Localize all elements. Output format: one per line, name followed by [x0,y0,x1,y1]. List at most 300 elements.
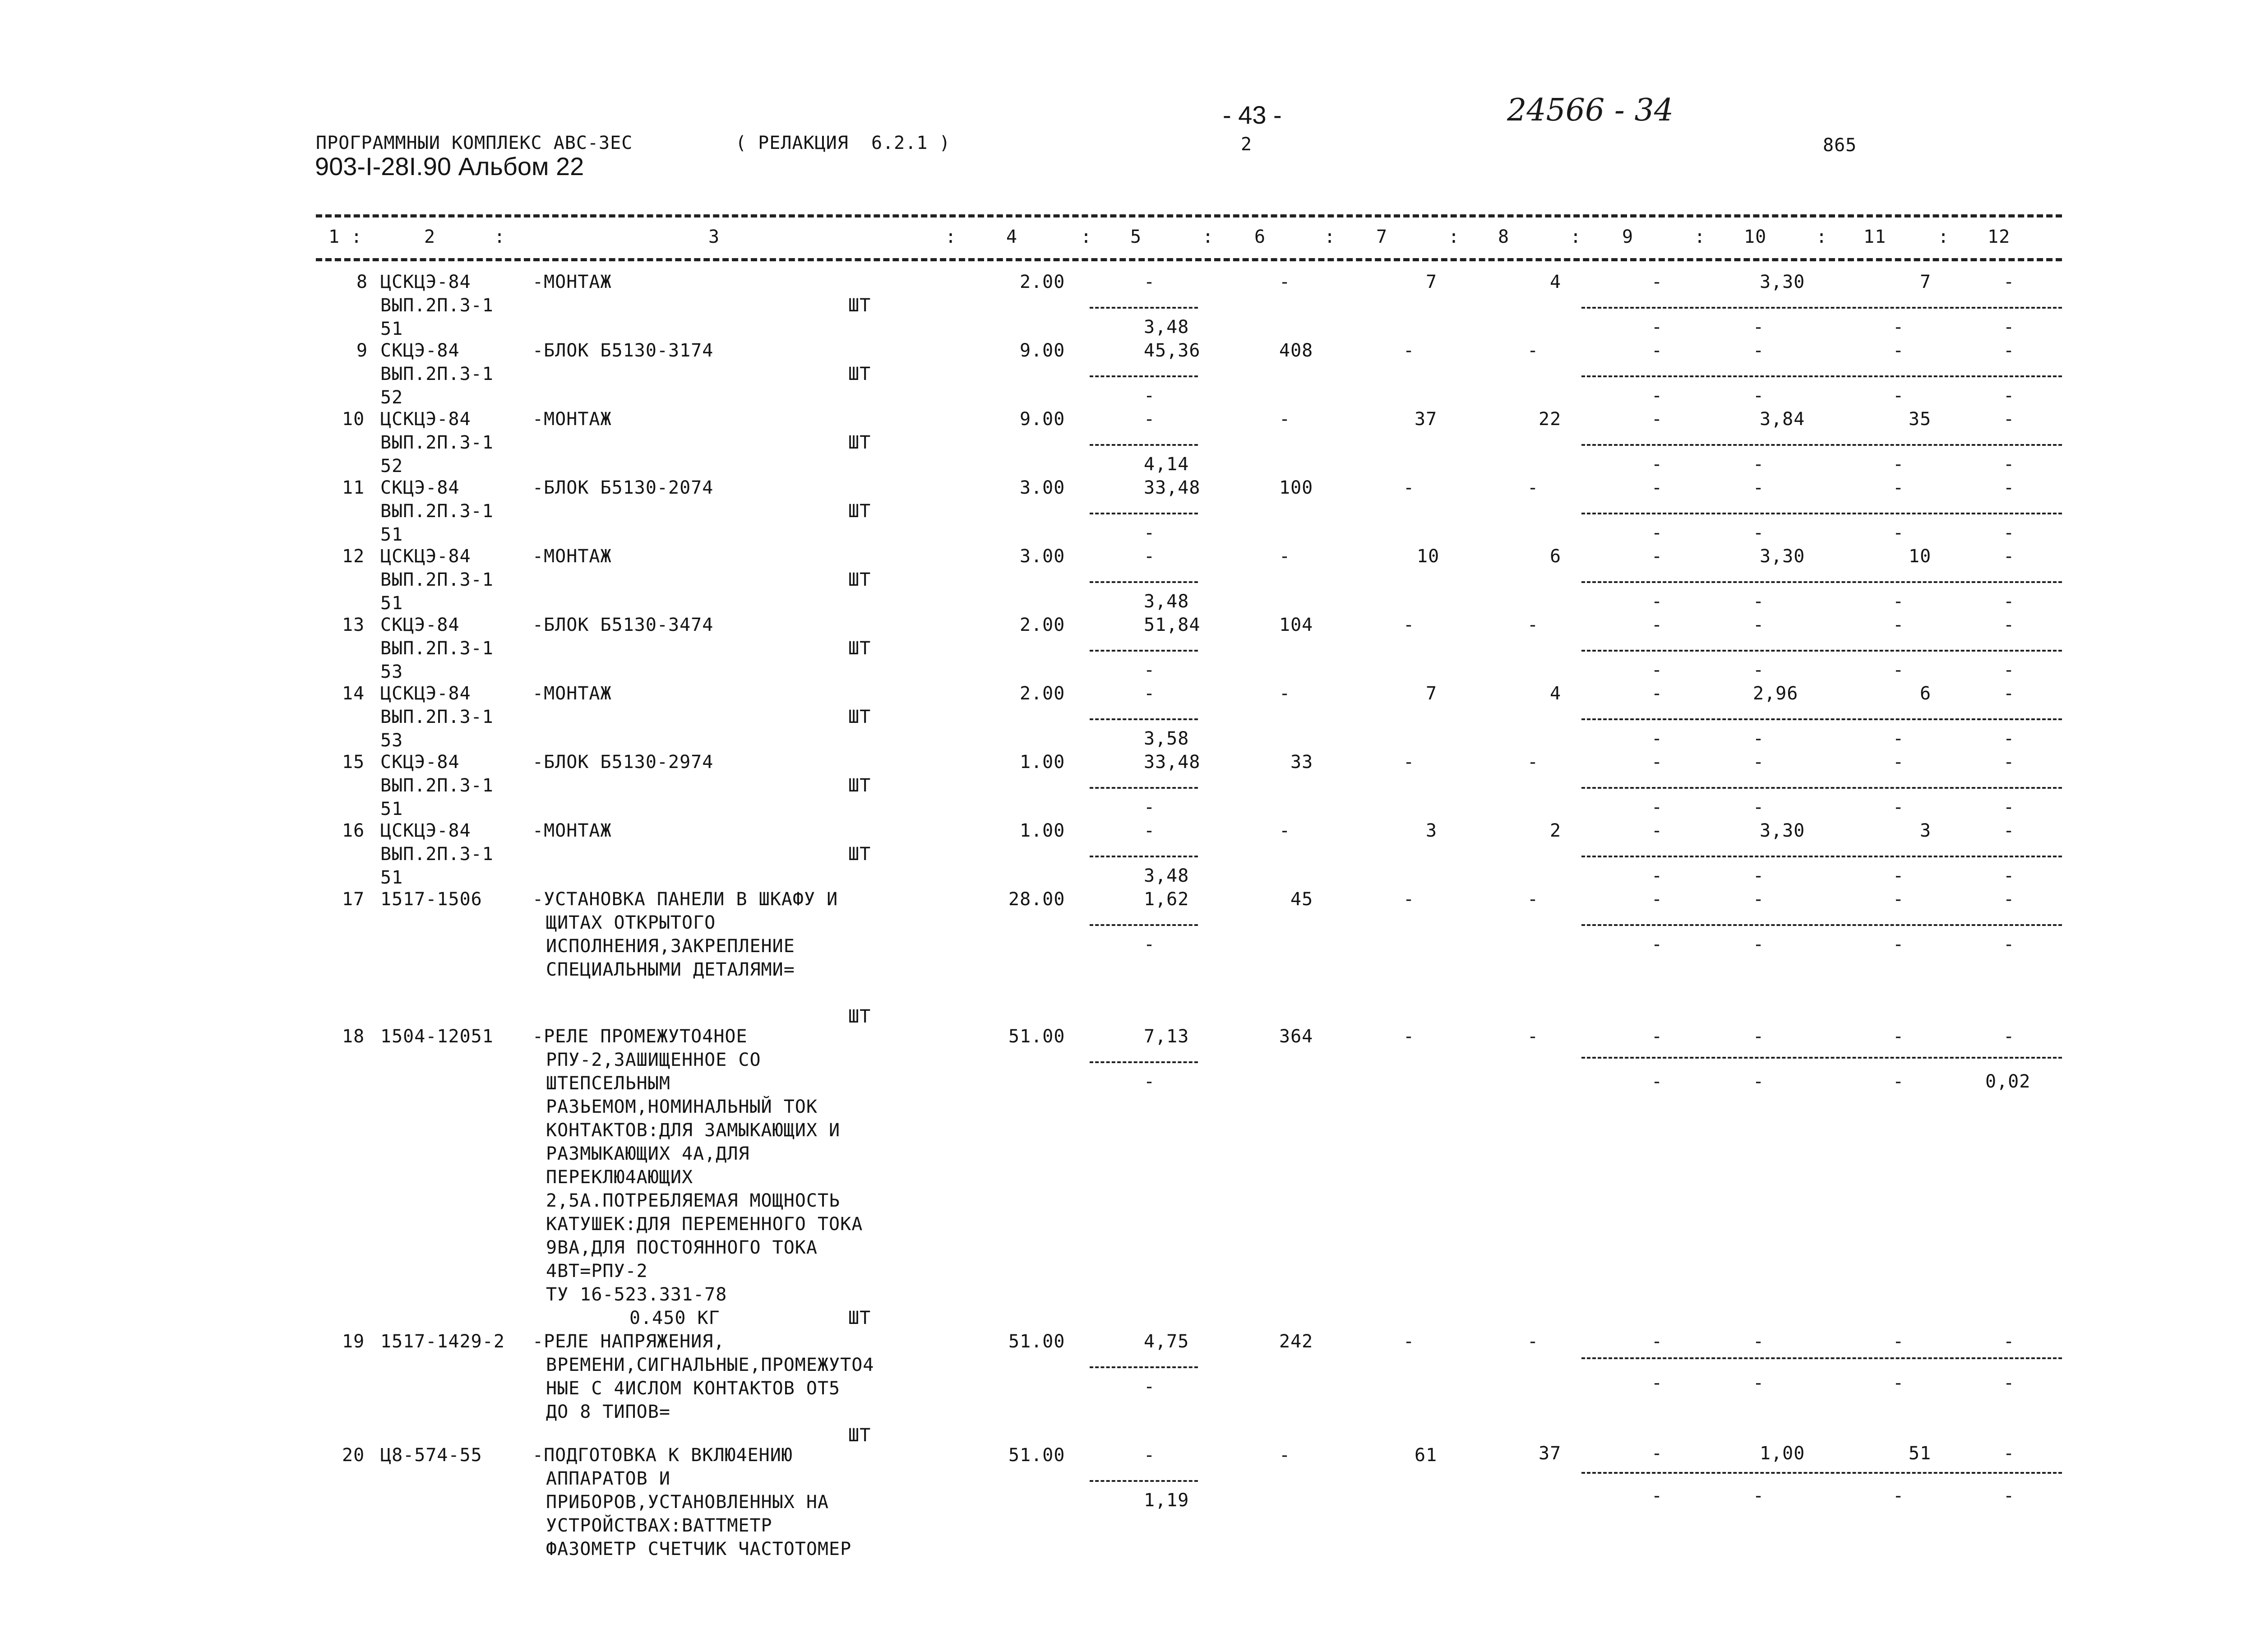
cost-unit-bottom: 4,14 [1144,454,1189,475]
col10-bottom: - [1753,523,1765,543]
col10-bottom: - [1753,660,1765,680]
resource-code-line3: 52 [380,387,403,408]
fraction-line [1090,924,1198,926]
col7-value: 7 [1426,272,1438,292]
col8-value: 22 [1539,409,1562,430]
col10-bottom: - [1753,317,1765,338]
col12-bottom: - [2003,1485,2015,1506]
col11-value: - [1893,752,1905,773]
col10-value: - [1753,477,1765,498]
cost-total: - [1279,820,1291,841]
col-header-8: 8 [1498,227,1510,247]
resource-code-line2: ВЫП.2П.3-1 [380,638,494,659]
col12-bottom: - [2003,728,2015,749]
col12-value: - [2003,683,2015,704]
resource-code-line3: 51 [380,799,403,819]
col9-bottom: - [1651,317,1663,338]
col11-bottom: - [1893,591,1905,612]
cost-total: - [1279,683,1291,704]
col7-value: 10 [1417,546,1440,567]
fraction-line [1090,444,1198,446]
col11-value: - [1893,1026,1905,1047]
cost-unit-bottom: 3,48 [1144,317,1189,338]
col8-value: - [1527,1026,1539,1047]
header-bottom-rule [316,258,2062,261]
col12-value: - [2003,1443,2015,1464]
col8-value: - [1527,752,1539,773]
col12-bottom: - [2003,317,2015,338]
unit-of-measure: ШТ [848,775,871,796]
work-description-line: ПРИБОРОВ,УСТАНОВЛЕННЫХ НА [546,1492,829,1513]
album-label: 903-I-28I.90 Альбом 22 [315,152,584,180]
row-number: 8 [356,272,368,292]
col9-value: - [1651,1443,1663,1464]
cost-unit-bottom: - [1144,1071,1156,1092]
resource-code: ЦСКЦЭ-84 [380,546,471,567]
quantity: 51.00 [1008,1331,1065,1352]
col9-bottom: - [1651,591,1663,612]
work-description-line: -РЕЛЕ НАПРЯЖЕНИЯ, [532,1331,725,1352]
col10-value: 1,00 [1760,1443,1805,1464]
col8-value: 4 [1550,272,1562,292]
col10-value: 3,30 [1760,546,1805,567]
program-title: ПРОГРАММНЫИ КОМПЛЕКС АВС-3ЕС [316,133,633,153]
col7-value: 61 [1415,1445,1438,1466]
col11-value: 6 [1920,683,1932,704]
resource-code: СКЦЭ-84 [380,752,460,773]
work-description-line: 9ВА,ДЛЯ ПОСТОЯННОГО ТОКА [546,1237,818,1258]
col8-value: 37 [1539,1443,1562,1464]
col7-value: - [1403,477,1415,498]
col12-bottom: - [2003,797,2015,818]
col10-bottom: - [1753,865,1765,886]
resource-code: СКЦЭ-84 [380,340,460,361]
fraction-line [1090,1366,1198,1368]
col9-value: - [1651,1331,1663,1352]
unit-of-measure: ШТ [848,364,871,384]
work-description-line: -УСТАНОВКА ПАНЕЛИ В ШКАФУ И [532,889,838,910]
unit-of-measure: ШТ [848,638,871,659]
work-description-line: -РЕЛЕ ПРОМЕЖУТО4НОЕ [532,1026,748,1047]
cost-total: - [1279,272,1291,292]
col8-value: - [1527,615,1539,635]
cost-total: 104 [1279,615,1313,635]
fraction-line [1090,856,1198,857]
col10-value: - [1753,752,1765,773]
col9-bottom: - [1651,523,1663,543]
col12-bottom: - [2003,385,2015,406]
col-separator: : [1081,227,1092,247]
cost-total: 100 [1279,477,1313,498]
col9-value: - [1651,820,1663,841]
col12-bottom: - [2003,660,2015,680]
cost-unit-top: 33,48 [1144,477,1201,498]
col9-bottom: - [1651,660,1663,680]
cost-unit-bottom: 3,58 [1144,728,1189,749]
col7-value: 37 [1415,409,1438,430]
col10-value: - [1753,889,1765,910]
resource-code-line2: ВЫП.2П.3-1 [380,501,494,522]
col11-value: 35 [1909,409,1932,430]
resource-code: СКЦЭ-84 [380,477,460,498]
col10-bottom: - [1753,454,1765,475]
col10-bottom: - [1753,1485,1765,1506]
col9-bottom: - [1651,728,1663,749]
quantity: 9.00 [1020,409,1065,430]
cost-total: 242 [1279,1331,1313,1352]
quantity: 51.00 [1008,1445,1065,1466]
col10-bottom: - [1753,934,1765,955]
col11-bottom: - [1893,317,1905,338]
handwritten-document-number: 24566 - 34 [1507,93,1674,128]
col9-bottom: - [1651,1485,1663,1506]
col11-value: 51 [1909,1443,1932,1464]
cost-total: 45 [1290,889,1313,910]
work-description-line: -ПОДГОТОВКА К ВКЛЮ4ЕНИЮ [532,1445,793,1466]
col9-value: - [1651,409,1663,430]
resource-code-line2: ВЫП.2П.3-1 [380,295,494,316]
col8-value: 4 [1550,683,1562,704]
col9-bottom: - [1651,454,1663,475]
col10-value: 2,96 [1753,683,1798,704]
col9-bottom: - [1651,934,1663,955]
resource-code: СКЦЭ-84 [380,615,460,635]
col9-bottom: - [1651,865,1663,886]
col9-value: - [1651,272,1663,292]
quantity: 3.00 [1020,546,1065,567]
col12-bottom: - [2003,1373,2015,1393]
cost-unit-top: 45,36 [1144,340,1201,361]
col10-value: - [1753,615,1765,635]
col12-value: - [2003,752,2015,773]
work-description-line: РПУ-2,ЗАШИЩЕННОЕ СО [546,1050,761,1070]
work-description: -БЛОК Б5130-3474 [532,615,714,635]
col11-bottom: - [1893,523,1905,543]
fraction-line-right [1581,444,2062,446]
col11-value: - [1893,340,1905,361]
resource-code-line2: ВЫП.2П.3-1 [380,775,494,796]
resource-code-line3: 51 [380,593,403,614]
col12-bottom: - [2003,523,2015,543]
work-description: -МОНТАЖ [532,272,612,292]
col11-value: 3 [1920,820,1932,841]
work-description: -МОНТАЖ [532,683,612,704]
work-description-line: СПЕЦИАЛЬНЫМИ ДЕТАЛЯМИ= [546,959,795,980]
resource-code-line3: 51 [380,524,403,545]
work-description: -БЛОК Б5130-2074 [532,477,714,498]
col11-bottom: - [1893,1485,1905,1506]
resource-code-line2: ВЫП.2П.3-1 [380,432,494,453]
col12-value: - [2003,1331,2015,1352]
cost-unit-top: - [1144,820,1156,841]
col11-bottom: - [1893,865,1905,886]
col-header-6: 6 [1254,227,1266,247]
quantity: 51.00 [1008,1026,1065,1047]
work-description-line: ТУ 16-523.331-78 [546,1284,727,1305]
col-separator: : [1816,227,1828,247]
cost-unit-bottom: 3,48 [1144,591,1189,612]
col12-value: - [2003,820,2015,841]
col11-value: - [1893,477,1905,498]
col12-value: - [2003,477,2015,498]
resource-code: 1517-1429-2 [380,1331,505,1352]
col-separator: : [945,227,957,247]
cost-total: - [1279,1445,1291,1466]
col-header-1: 1 [328,227,340,247]
cost-unit-bottom: - [1144,660,1156,680]
cost-total: 33 [1290,752,1313,773]
col8-value: - [1527,889,1539,910]
work-description-line: РАЗМЫКАЮЩИХ 4А,ДЛЯ [546,1143,750,1164]
col12-value: - [2003,340,2015,361]
col11-bottom: - [1893,728,1905,749]
work-description-line: ПЕРЕКЛЮ4АЮЩИХ [546,1167,693,1188]
col12-value: - [2003,272,2015,292]
cost-total: 408 [1279,340,1313,361]
cost-unit-top: - [1144,409,1156,430]
work-description-line: АППАРАТОВ И [546,1468,670,1489]
col10-bottom: - [1753,385,1765,406]
resource-code: ЦСКЦЭ-84 [380,683,471,704]
col10-value: - [1753,1331,1765,1352]
col11-value: - [1893,1331,1905,1352]
row-number: 14 [342,683,365,704]
work-description-line: ШТЕПСЕЛЬНЫМ [546,1073,670,1094]
col-header-3: 3 [708,227,720,247]
col-separator: : [351,227,363,247]
cost-unit-top: 7,13 [1144,1026,1189,1047]
sheet-number: 2 [1241,134,1253,155]
col10-bottom: - [1753,1071,1765,1092]
col-header-4: 4 [1006,227,1018,247]
fraction-line-right [1581,375,2062,377]
col9-value: - [1651,546,1663,567]
row-number: 17 [342,889,365,910]
fraction-line-right [1581,1057,2062,1059]
row-number: 9 [356,340,368,361]
col-header-2: 2 [424,227,436,247]
resource-code-line2: ВЫП.2П.3-1 [380,707,494,727]
col9-value: - [1651,752,1663,773]
resource-code-line3: 51 [380,319,403,339]
fraction-line [1090,375,1198,377]
col7-value: 7 [1426,683,1438,704]
col11-value: 10 [1909,546,1932,567]
col-separator: : [1202,227,1214,247]
work-description-line: КАТУШЕК:ДЛЯ ПЕРЕМЕННОГО ТОКА [546,1214,863,1235]
quantity: 9.00 [1020,340,1065,361]
quantity: 2.00 [1020,615,1065,635]
work-description-line: ВРЕМЕНИ,СИГНАЛЬНЫЕ,ПРОМЕЖУТО4 [546,1355,874,1375]
col7-value: - [1403,752,1415,773]
col-header-10: 10 [1744,227,1767,247]
cost-unit-bottom: - [1144,934,1156,955]
col12-value: - [2003,409,2015,430]
cost-unit-bottom: 3,48 [1144,865,1189,886]
col-header-12: 12 [1988,227,2011,247]
col12-bottom: - [2003,934,2015,955]
resource-code-line2: ВЫП.2П.3-1 [380,844,494,865]
work-description: -БЛОК Б5130-2974 [532,752,714,773]
col10-bottom: - [1753,591,1765,612]
resource-code-line2: ВЫП.2П.3-1 [380,569,494,590]
unit-of-measure: ШТ [848,1425,871,1446]
col-separator: : [1570,227,1582,247]
fraction-line [1090,650,1198,652]
work-description: -БЛОК Б5130-3174 [532,340,714,361]
work-description-line: 4ВТ=РПУ-2 [546,1261,648,1282]
quantity: 2.00 [1020,683,1065,704]
col12-value: - [2003,889,2015,910]
cost-unit-top: 51,84 [1144,615,1201,635]
col11-bottom: - [1893,1373,1905,1393]
col7-value: - [1403,1331,1415,1352]
item-weight: 0.450 КГ [629,1308,720,1328]
col-separator: : [494,227,506,247]
col10-value: - [1753,340,1765,361]
fraction-line-right [1581,787,2062,789]
unit-of-measure: ШТ [848,295,871,316]
col-separator: : [1694,227,1706,247]
cost-unit-top: 1,62 [1144,889,1189,910]
col8-value: - [1527,1331,1539,1352]
fraction-line-right [1581,650,2062,652]
cost-unit-bottom: - [1144,523,1156,543]
resource-code: 1517-1506 [380,889,482,910]
row-number: 19 [342,1331,365,1352]
cost-unit-top: 4,75 [1144,1331,1189,1352]
col-header-7: 7 [1376,227,1388,247]
col9-value: - [1651,615,1663,635]
cost-total: 364 [1279,1026,1313,1047]
quantity: 28.00 [1008,889,1065,910]
work-description-line: НЫЕ С 4ИСЛОМ КОНТАКТОВ ОТ5 [546,1378,841,1399]
work-description-line: ЩИТАХ ОТКРЫТОГО [546,912,716,933]
work-description-line: ДО 8 ТИПОВ= [546,1402,670,1422]
col8-value: 2 [1550,820,1562,841]
cost-unit-bottom: - [1144,1376,1156,1397]
fraction-line-right [1581,1472,2062,1474]
col12-bottom: - [2003,591,2015,612]
col12-value: - [2003,1026,2015,1047]
fraction-line-right [1581,856,2062,857]
col9-bottom: - [1651,797,1663,818]
row-number: 11 [342,477,365,498]
col10-value: 3,30 [1760,272,1805,292]
cost-total: - [1279,409,1291,430]
fraction-line-right [1581,1357,2062,1359]
col9-bottom: - [1651,1373,1663,1393]
col-separator: : [1938,227,1950,247]
row-number: 10 [342,409,365,430]
top-rule [316,214,2062,217]
unit-of-measure: ШТ [848,501,871,522]
quantity: 1.00 [1020,820,1065,841]
col-separator: : [1448,227,1460,247]
fraction-line-right [1581,307,2062,309]
col-separator: : [1324,227,1336,247]
col11-bottom: - [1893,934,1905,955]
fraction-line [1090,1061,1198,1063]
cost-unit-top: - [1144,1445,1156,1466]
row-number: 15 [342,752,365,773]
work-description-line: 2,5А.ПОТРЕБЛЯЕМАЯ МОЩНОСТЬ [546,1190,841,1211]
resource-code-line3: 51 [380,867,403,888]
row-number: 18 [342,1026,365,1047]
col10-value: - [1753,1026,1765,1047]
fraction-line [1090,1480,1198,1482]
col11-value: - [1893,889,1905,910]
col7-value: - [1403,1026,1415,1047]
col10-value: 3,30 [1760,820,1805,841]
col8-value: 6 [1550,546,1562,567]
col11-bottom: - [1893,1071,1905,1092]
col11-bottom: - [1893,660,1905,680]
col8-value: - [1527,477,1539,498]
work-description: -МОНТАЖ [532,546,612,567]
cost-unit-bottom: - [1144,385,1156,406]
cost-unit-bottom: 1,19 [1144,1490,1189,1511]
work-description-line: РАЗЬЕМОМ,НОМИНАЛЬНЫЙ ТОК [546,1097,818,1117]
fraction-line-right [1581,924,2062,926]
work-description: -МОНТАЖ [532,409,612,430]
col9-value: - [1651,1026,1663,1047]
cost-unit-bottom: - [1144,797,1156,818]
col12-value: - [2003,615,2015,635]
col-header-9: 9 [1622,227,1634,247]
col9-value: - [1651,683,1663,704]
col7-value: - [1403,615,1415,635]
col12-bottom: 0,02 [1985,1071,2031,1092]
fraction-line [1090,307,1198,309]
cost-unit-top: - [1144,546,1156,567]
fraction-line-right [1581,581,2062,583]
cost-unit-top: - [1144,272,1156,292]
unit-of-measure: ШТ [848,432,871,453]
work-description-line: ИСПОЛНЕНИЯ,ЗАКРЕПЛЕНИЕ [546,936,795,957]
cost-total: - [1279,546,1291,567]
unit-of-measure: ШТ [848,1006,871,1027]
printed-page-number: - 43 - [1223,101,1282,129]
col7-value: 3 [1426,820,1438,841]
col-header-5: 5 [1130,227,1142,247]
unit-of-measure: ШТ [848,569,871,590]
col11-value: 7 [1920,272,1932,292]
resource-code: Ц8-574-55 [380,1445,482,1466]
work-description-line: УСТРОЙСТВАХ:ВАТТМЕТР [546,1515,772,1536]
col7-value: - [1403,889,1415,910]
col12-bottom: - [2003,454,2015,475]
resource-code: ЦСКЦЭ-84 [380,272,471,292]
col9-value: - [1651,340,1663,361]
resource-code: ЦСКЦЭ-84 [380,820,471,841]
fraction-line [1090,718,1198,720]
quantity: 3.00 [1020,477,1065,498]
col9-bottom: - [1651,385,1663,406]
resource-code-line3: 53 [380,662,403,682]
col11-bottom: - [1893,797,1905,818]
resource-code-line2: ВЫП.2П.3-1 [380,364,494,384]
col9-value: - [1651,889,1663,910]
row-number: 16 [342,820,365,841]
work-description-line: КОНТАКТОВ:ДЛЯ ЗАМЫКАЮЩИХ И [546,1120,841,1141]
row-number: 20 [342,1445,365,1466]
edition-label: ( РЕЛАКЦИЯ 6.2.1 ) [735,133,951,153]
quantity: 2.00 [1020,272,1065,292]
unit-of-measure: ШТ [848,844,871,865]
col10-bottom: - [1753,728,1765,749]
col7-value: - [1403,340,1415,361]
